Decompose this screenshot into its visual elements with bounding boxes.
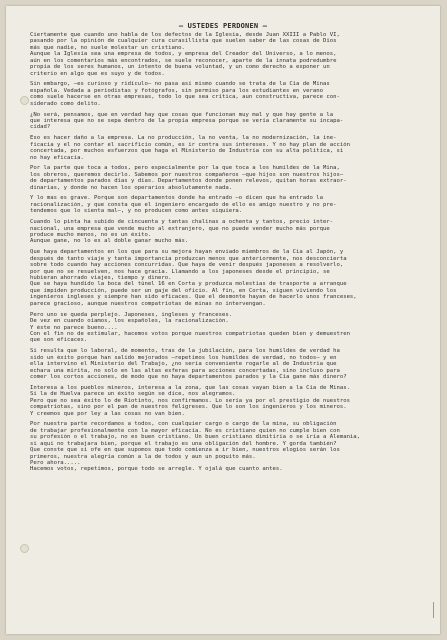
text-line: como suele hacerse en otras empresas, todo lo que sea crítica, aun constructiva, parece con- xyxy=(30,94,340,101)
text-line: Hacemos votos, repetimos, porque todo se arregle. Y ojalá que cuanto antes. xyxy=(30,466,283,473)
punch-hole xyxy=(20,96,29,105)
text-line: que interesa que no se sepa dentro de la propia empresa porque se vería claramente su incapa- xyxy=(30,118,344,125)
text-line: ficacia y el no contar el sacrificio común, es ir contra sus intereses. Y no hay plan de acción xyxy=(30,141,350,148)
text-line: española. Vedada a periodistas y fotógrafos, sin permiso para los estudiantes en verano xyxy=(30,87,323,94)
text-line: Que haya departamentos en los que para su mejora hayan enviado miembros de la Cía al Japón, y xyxy=(30,249,344,256)
text-line: por que no se resuelven, nos hace gracia. Llamando a los japoneses desde el principio, se xyxy=(30,268,330,275)
text-line: los obreros, queremos decirlo. Sabemos por nuestros compañeros —que hijos son nuestros hijos— xyxy=(30,171,344,178)
paragraph xyxy=(30,165,422,191)
text-line: de departamentos parados días y días. Departamentos donde ponen relevos, quitan horas extraor- xyxy=(30,178,347,185)
text-line: dinarias, y donde no hacen los operarios absolutamente nada. xyxy=(30,184,233,191)
text-line: propia de los seres humanos, un intento de buena voluntad, y un como derecho a exponer un xyxy=(30,64,330,71)
text-line: Cuando lo pinta ha subido de cincuenta y tantas chalinas a ochenta y tantos, precio inter- xyxy=(30,219,334,226)
punch-hole xyxy=(20,544,29,553)
text-line: que son eficaces. xyxy=(30,337,88,344)
text-line: tendemos que lo sienta mal—, y no producen como antes siquiera. xyxy=(30,208,243,215)
text-line: más que nadie, no suele molestar un cristiano. xyxy=(30,44,185,51)
text-line: si aquí no trabajara bien, porque el trabajo es una obligación del hombre. Y gorda también? xyxy=(30,440,337,447)
text-line: su profesión o el trabajo, no es buen cristiano. Un buen cristiano dimitiría o se iría a Alemania, xyxy=(30,434,361,441)
text-line: Por la parte que toca a todos, pero especialmente por la que toca a los humildes de la Mina, xyxy=(30,165,340,172)
document-page xyxy=(6,6,440,634)
document-body xyxy=(30,32,422,477)
text-line: Y lo mas es grave. Porque son departamentos donde ha entrado —o dicen que ha entrado la xyxy=(30,195,323,202)
text-line: después de tanto viaje y tanta importancia produzcan menos que anteriormente, nos desconcierta xyxy=(30,255,347,262)
text-line: cidad? xyxy=(30,124,51,131)
text-line: compatriotas, sino por el pan de nuestros feligreses. Que lo son los ingenieros y los mineros. xyxy=(30,404,347,411)
paragraph xyxy=(30,249,422,307)
text-line: Pero uno se queda perplejo. Japoneses, ingleses y franceses. xyxy=(30,311,233,318)
text-line: hubieran ahorrado viajes, tiempo y dinero. xyxy=(30,275,172,282)
document-title: — USTEDES PERDONEN — xyxy=(178,22,268,30)
paragraph xyxy=(30,219,422,245)
text-line: Que se haya hundido la boca del túnel 16 en Corta y produzca molestias de trasporte a arranque xyxy=(30,281,347,288)
text-line: Ciertamente que cuando uno habla de los defectos de la Iglesia, desde Juan XXIII a Pablo VI, xyxy=(30,32,340,38)
text-line: no hay eficacia. xyxy=(30,154,84,161)
paragraph xyxy=(30,195,422,214)
text-line: de trabajar profesionalmente con la mayor eficacia. No es cristiano quien no cumple bien con xyxy=(30,427,340,434)
text-line: comer los cortos acciones, de modo que no haya departamentos parados y la Cía gane más dinero? xyxy=(30,373,347,380)
text-line: produce mucho menos, no es un éxito. xyxy=(30,232,152,239)
text-line: aún en los comentarios más encontrados, se suele reconocer, aparte de la innata podredumbre xyxy=(30,57,337,64)
text-line: Pero ahora..... xyxy=(30,460,81,466)
text-line: concertada, por muchos esfuerzos que haga el Ministerio de Industria con su alta política, si xyxy=(30,148,344,155)
paragraph xyxy=(30,421,422,473)
paragraph xyxy=(30,112,422,131)
text-line: Y creemos que por ley a las cosas no van bien. xyxy=(30,410,185,417)
text-line: ella intervino el Ministerio del Trabajo, ¿no sería conveniente rogarle al de Industria que xyxy=(30,361,337,368)
text-line: pasando por la opinión de cualquier cura curasillista que suelen saber de las cosas de Dios xyxy=(30,38,337,45)
text-line: criterio en algo que es suyo y de todos. xyxy=(30,70,165,77)
text-line: Sin embargo, —es curioso y ridículo— no pasa así mismo cuando se trata de la Cía de Minas xyxy=(30,81,330,88)
text-line: Por nuestra parte recordamos a todos, con cualquier cargo o cargo de la mina, su obligación xyxy=(30,421,337,428)
text-line: sido un éxito porque han salido mejorados —repetimos los humildes de verdad, no todos— y en xyxy=(30,354,337,361)
text-line: Con el fin no de estimular, hacemos votos porque nuestros compatriotas queden bien y demuestren xyxy=(30,330,350,337)
text-line: Pero que no sea éxito lo de Riotinto, nos confirmamos. Lo sería ya por el prestigio de nuestros xyxy=(30,397,350,404)
text-line: Si la de Huelva parece un éxito según se dice, nos alegramos. xyxy=(30,391,236,398)
text-line: primeros, nuestra alegría común a la de todos y aun un poquito más. xyxy=(30,453,256,460)
paragraph xyxy=(30,348,422,380)
text-line: Que conste que si ofe en que supomos que todo comienza a ir bien, nuestros elogios serán los xyxy=(30,447,340,454)
text-line: Eso es hacer daño a la empresa. La no producción, la no venta, la no modernización, la ine- xyxy=(30,135,337,142)
text-line: Aunque gane, no lo es al doble ganar mucho más. xyxy=(30,238,189,245)
text-line: siderado como delito. xyxy=(30,100,101,107)
paragraph xyxy=(30,135,422,161)
text-line: racionalización, y que consta que el ingeniero encargado de ello es amigo nuestro y no pre- xyxy=(30,201,337,208)
paragraph xyxy=(30,312,422,344)
paragraph xyxy=(30,81,422,107)
text-line: ¿No será, pensamos, que en verdad hay que cosas que funcionan muy mal y que hay gente a la xyxy=(30,111,334,118)
text-line: sobre todo cuando hay acciones concurridas. Que haya de venir después japoneses a resolverlo, xyxy=(30,262,344,269)
text-line: Interesa a los pueblos mineros, interesa a la zona, que las cosas vayan bien a la Cía de Minas. xyxy=(30,384,350,391)
text-line: que impiden producción, puede ser un gaje del oficio. Al fin, en Corta, siguen viviendo los xyxy=(30,287,337,294)
text-line: Aunque la Iglesia sea una empresa de todos, y empresa del Creador del Universo, a lo menos, xyxy=(30,51,337,58)
text-line: Y éste no parece bueno.... xyxy=(30,324,118,331)
text-line: Si resulta que lo laboral, de momento, tras de la jubilación, para los humildes de verdad ha xyxy=(30,348,340,355)
paragraph xyxy=(30,385,422,417)
text-line: nacional, una empresa que vende mucho al extranjero, que no puede vender mucho más porque xyxy=(30,225,330,232)
paragraph xyxy=(30,32,422,77)
edge-mark xyxy=(433,602,434,618)
text-line: ingenieros ingleses y siempre han sido eficaces. Que el desmonte hayan de hacerlo unos franceses, xyxy=(30,294,357,301)
text-line: De vez en cuando oíamos, los españoles, la racionalización. xyxy=(30,318,229,325)
text-line: parece gracioso, aunque nuestros compatriotas de minas no intervengan. xyxy=(30,300,266,307)
text-line: echara una mirita, no solo en las altas esferas para acciones concertadas, sino incluso para xyxy=(30,367,340,374)
